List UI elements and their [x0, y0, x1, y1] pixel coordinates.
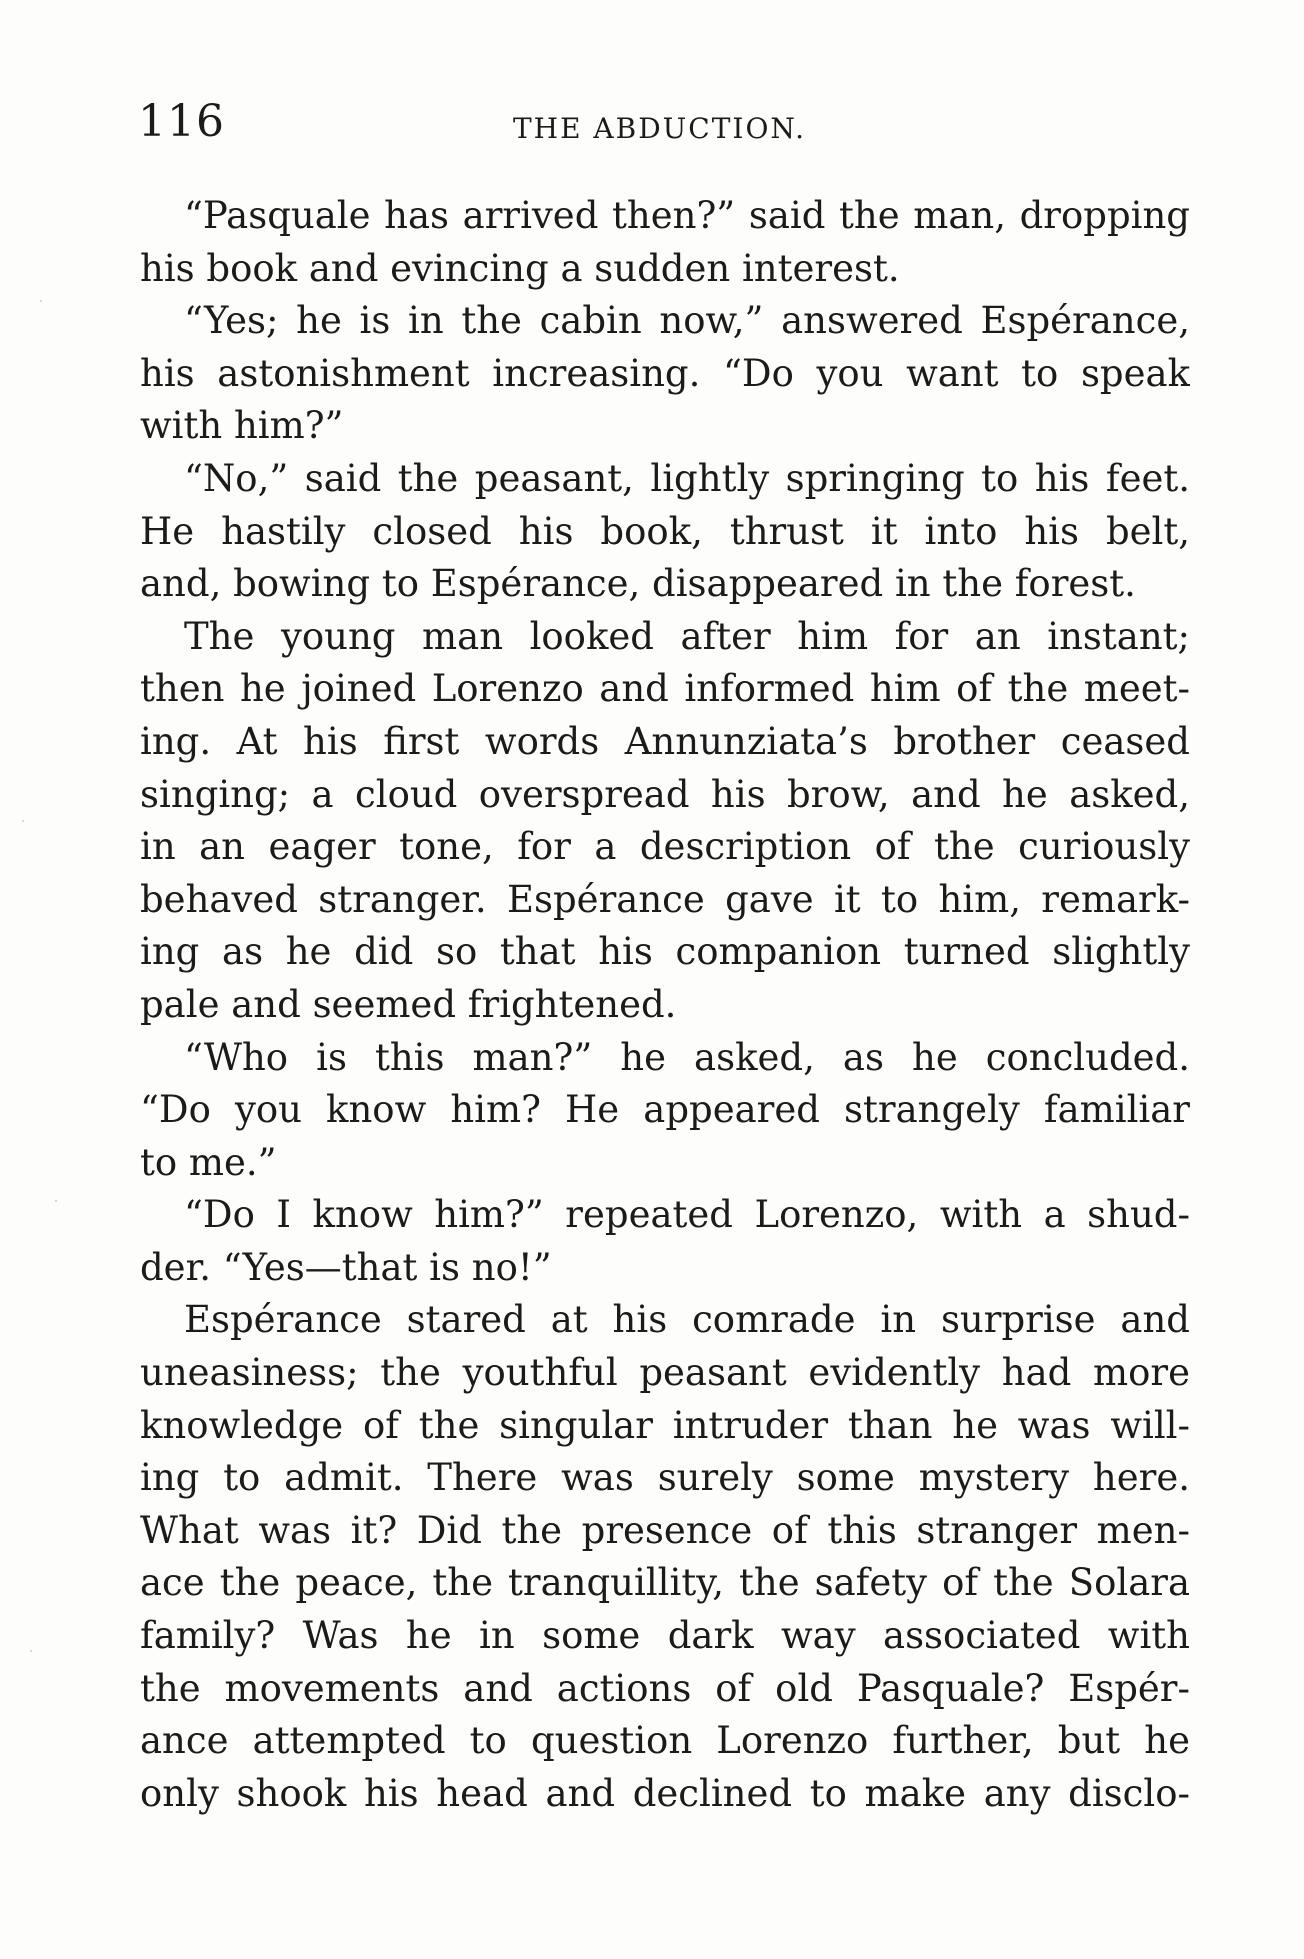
text-line: behaved stranger. Espérance gave it to him, remark-	[140, 877, 1190, 921]
text-line: knowledge of the singular intruder than he was will-	[140, 1403, 1190, 1447]
text-line: ing to admit. There was surely some mystery here.	[140, 1456, 1190, 1500]
chapter-title: THE ABDUCTION.	[513, 112, 807, 145]
text-line: and, bowing to Espérance, disappeared in the forest.	[140, 562, 1136, 606]
text-line: to me.”	[140, 1140, 277, 1184]
text-line: the movements and actions of old Pasquale? Espér-	[140, 1666, 1190, 1710]
text-line: his book and evincing a sudden interest.	[140, 246, 900, 290]
text-line: uneasiness; the youthful peasant evidently had more	[140, 1351, 1190, 1395]
text-line: family? Was he in some dark way associated with	[140, 1614, 1190, 1658]
text-line: ing as he did so that his companion turned slightly	[140, 930, 1190, 974]
text-line: ing. At his first words Annunziata’s brother ceased	[140, 719, 1190, 763]
text-line: der. “Yes—that is no!”	[140, 1245, 552, 1289]
paper-speck	[40, 300, 42, 302]
paper-speck	[55, 1200, 57, 1202]
text-line: Espérance stared at his comrade in surprise and	[184, 1298, 1190, 1342]
text-line: in an eager tone, for a description of the curiously	[140, 825, 1190, 869]
text-line: “Yes; he is in the cabin now,” answered Espérance,	[184, 299, 1190, 343]
text-line: with him?”	[140, 404, 344, 448]
text-line: “Do you know him? He appeared strangely familiar	[140, 1088, 1190, 1132]
page-number: 116	[138, 96, 225, 147]
running-head	[138, 96, 1188, 156]
text-line: only shook his head and declined to make any disclo-	[140, 1771, 1190, 1815]
text-line: The young man looked after him for an instant;	[184, 614, 1190, 658]
text-line: He hastily closed his book, thrust it into his belt,	[140, 509, 1190, 553]
text-line: What was it? Did the presence of this stranger men-	[140, 1508, 1190, 1552]
text-line: his astonishment increasing. “Do you want to speak	[140, 351, 1190, 395]
text-line: then he joined Lorenzo and informed him of the meet-	[140, 667, 1190, 711]
text-line: ance attempted to question Lorenzo further, but he	[140, 1719, 1190, 1763]
text-line: “No,” said the peasant, lightly springing to his feet.	[184, 456, 1190, 500]
text-line: “Do I know him?” repeated Lorenzo, with a shud-	[184, 1193, 1190, 1237]
paper-speck	[30, 1650, 32, 1652]
text-line: “Who is this man?” he asked, as he concluded.	[184, 1035, 1190, 1079]
text-line: ace the peace, the tranquillity, the safety of the Solara	[140, 1561, 1190, 1605]
text-line: “Pasquale has arrived then?” said the man, dropping	[184, 194, 1190, 237]
text-line: pale and seemed frightened.	[140, 982, 677, 1026]
text-line: singing; a cloud overspread his brow, and he asked,	[140, 772, 1190, 816]
body-text	[140, 190, 1190, 1820]
paper-speck	[22, 820, 24, 822]
